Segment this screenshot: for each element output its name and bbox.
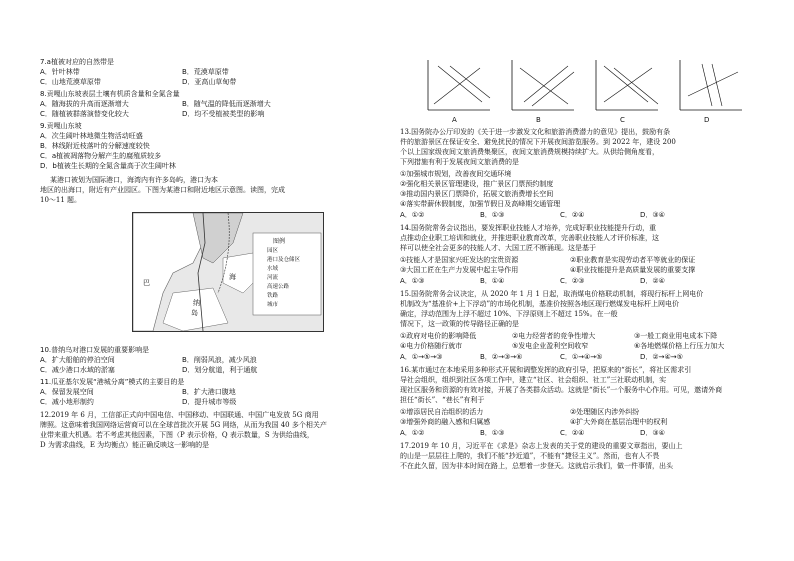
- map-label: 巴: [143, 279, 150, 287]
- figure-label-d: D: [704, 116, 710, 124]
- q8-option-c: C．随植被群落演替变化较大: [40, 110, 129, 118]
- q13-option-3: ③推动国内景区门票降价，拓展文旅消费增长空间: [400, 190, 554, 198]
- q13-answer-a: A．①②: [400, 211, 425, 219]
- q8-option-b: B．随气温的降低而逐渐增大: [182, 100, 271, 108]
- q7-option-d: D．亚高山草甸带: [182, 78, 237, 86]
- q7-option-c: C．山地荒漠草原带: [40, 78, 101, 86]
- q8-stem: 8.贡嘎山东坡表层土壤有机质含量和全氮含量: [40, 90, 180, 98]
- q13-answer-d: D．③④: [640, 211, 665, 219]
- q16-answer-c: C．②④: [560, 429, 585, 437]
- q9-option-c: C．a植被凋落物分解产生的腐殖质较多: [40, 152, 162, 160]
- intro-line-2: 地区的出海口，附近有产业园区。下图为某港口和附近地区示意图。读图，完成: [40, 186, 285, 194]
- figure-c: [596, 60, 658, 110]
- q15-answer-c: C．①→④→⑤: [560, 353, 603, 361]
- q10-option-a: A．扩大船舶的停泊空间: [40, 356, 115, 364]
- q16-option-1: ①增添居民自治组织的活力: [400, 408, 484, 416]
- legend-item: 铁路: [267, 293, 279, 299]
- legend-item: 城市: [267, 302, 279, 308]
- q14-answer-b: B．①④: [480, 277, 505, 285]
- q11-option-a: A．保留发展空间: [40, 388, 94, 396]
- q13-line-3: 个以上国家级夜间文旅消费集聚区，夜间文旅消费规模持续扩大。从供给侧角度看，: [400, 148, 659, 156]
- q16-answer-d: D．③④: [640, 429, 665, 437]
- q12-line-1: 12.2019 年 6 月，工信部正式向中国电信、中国移动、中国联通、中国广电发放 5G 商用: [40, 411, 319, 419]
- q15-line-3: 确定，浮动范围为上浮不超过 10%、下浮原则上不超过 15%。在一般: [400, 310, 618, 318]
- q13-option-1: ①加强城市规划，改善夜间交通环境: [400, 170, 512, 178]
- q16-answer-b: B．①③: [480, 429, 505, 437]
- legend-title: 图例: [273, 238, 286, 245]
- q15-option-4: ④电力价格随行就市: [400, 342, 463, 350]
- legend-item: 水域: [267, 266, 279, 272]
- q16-line-1: 16.某市通过在本地采用多种形式开展和调整发挥的政府引导，把原来的“街长”，将社区需求引: [400, 366, 692, 374]
- q13-line-1: 13.国务院办公厅印发的《关于进一步激发文化和旅游消费潜力的意见》提出，鼓励有条: [400, 128, 671, 136]
- q13-line-2: 件的旅游景区在保证安全、避免扰民的情况下开展夜间游览服务。到 2022 年，建设 200: [400, 138, 676, 146]
- q10-option-d: D．划分航道，利于通航: [182, 366, 258, 374]
- q9-option-a: A．次生阔叶林地微生物活动旺盛: [40, 132, 143, 140]
- q14-option-3: ③大国工匠在生产力发展中起主导作用: [400, 266, 519, 274]
- q9-option-b: B．林线附近枝落叶的分解速度较快: [40, 142, 150, 150]
- q11-option-d: D．提升城市等级: [182, 398, 237, 406]
- figure-a: [428, 60, 490, 110]
- port-map-drawing: [133, 213, 323, 331]
- q12-line-2: 牌照。这意味着我国网络运营商可以在全球首批次开展 5G 网络，从而为我国 40 多个相关产: [40, 421, 327, 429]
- q16-option-2: ②处理随区内涉外纠纷: [570, 408, 640, 416]
- q16-line-3: 现社区服务和资源的有效对接，开展了各类群众活动。这就是“街长”一个服务中心作用。可见，邀请外商: [400, 386, 723, 394]
- q10-option-c: C．减少港口水域的淤塞: [40, 366, 115, 374]
- legend-item: 河流: [267, 275, 279, 281]
- q9-stem: 9.贡嘎山东坡: [40, 122, 82, 130]
- q13-answer-b: B．①③: [480, 211, 505, 219]
- q11-stem: 11.瓜亚基尔发展“港城分离”模式的主要目的是: [40, 378, 185, 386]
- intro-line-3: 10～11 题。: [40, 196, 82, 204]
- q15-answer-a: A．①→⑤→③: [400, 353, 443, 361]
- map-label: 岛: [191, 309, 198, 317]
- figure-d: [680, 60, 742, 110]
- q14-option-1: ①技能人才是国家兴旺发达的宝贵资源: [400, 256, 519, 264]
- q14-line-3: 样可以使全社会更多的技能人才、大国工匠不断涌现。这是基于: [400, 244, 596, 252]
- q7-stem: 7.a植被对应的自然带是: [40, 58, 114, 66]
- port-map: [132, 212, 324, 332]
- legend-item: 园区: [267, 248, 279, 254]
- q14-answer-a: A．①③: [400, 277, 425, 285]
- q14-line-1: 14.国务院常务会议指出，要发挥职业技能人才培养，完成好职业技能提升行动，重: [400, 224, 657, 232]
- q16-line-2: 导社会组织，组织到社区各项工作中，建立“社区、社会组织、社工”三社联动机制，实: [400, 376, 667, 384]
- q15-line-2: 机制改为“基准价+上下浮动”的市场化机制，基准价按照各地区现行燃煤发电标杆上网电价: [400, 300, 680, 308]
- figure-label-c: C: [620, 116, 625, 124]
- q17-line-2: 的山是一层层往上爬的，我们不能“抄近道”，不能有“捷径主义”。然而，也有人不畏: [400, 452, 660, 460]
- figure-label-b: B: [536, 116, 541, 124]
- q15-option-3: ③一般工商业用电成本下降: [634, 332, 718, 340]
- q15-option-2: ②电力经营者的竞争性增大: [512, 332, 596, 340]
- q11-option-c: C．减小地形制约: [40, 398, 94, 406]
- q15-answer-d: D．②→④→⑤: [640, 353, 683, 361]
- q17-line-3: 不在此久留，因为非本时间在路上，总想着一步登天。这就启示我们，做一件事情，出头: [400, 462, 673, 470]
- q13-option-2: ②强化相关景区管理建设，推广景区门票预约制度: [400, 180, 554, 188]
- q15-answer-b: B．②→③→⑥: [480, 353, 523, 361]
- q12-line-3: 业带来重大机遇。若不考虑其他因素，下图（P 表示价格，Q 表示数量，S 为供给曲线，: [40, 431, 314, 439]
- q15-option-6: ⑥各地燃煤价格上行压力加大: [634, 342, 725, 350]
- q9-option-d: D．b植被生长期的全氮含量高于次生阔叶林: [40, 162, 176, 170]
- q13-answer-c: C．②④: [560, 211, 585, 219]
- q15-line-4: 情况下，这一政策的传导路径正确的是: [400, 320, 519, 328]
- q15-line-1: 15.国务院常务会议决定，从 2020 年 1 月 1 日起，取消煤电价格联动机制，将现行标杆上网电价: [400, 290, 704, 298]
- q14-line-2: 点推动企业职工培训和就业，并推进职业教育改革，完善职业技能人才评价标准，这: [400, 234, 659, 242]
- q14-answer-c: C．②③: [560, 277, 585, 285]
- q14-option-2: ②职业教育是实现劳动者平等就业的保证: [570, 256, 696, 264]
- q13-option-4: ④落实带薪休假制度，加强节假日及高峰期交通管理: [400, 200, 561, 208]
- q16-line-4: 担任“街长”、“巷长”有利于: [400, 396, 485, 404]
- q16-option-4: ④扩大外商在基层治理中的权利: [570, 418, 668, 426]
- q7-option-b: B．荒漠草原带: [182, 68, 229, 76]
- figure-label-a: A: [452, 116, 457, 124]
- q11-option-b: B．扩大港口腹地: [182, 388, 236, 396]
- q13-line-4: 下列措施有利于发展夜间文旅消费的是: [400, 158, 519, 166]
- q8-option-d: D．均不受植被类型的影响: [182, 110, 265, 118]
- intro-line-1: 某港口被划为国际港口，海湾内有许多岛屿，港口为本: [50, 176, 218, 184]
- q10-stem: 10.普纳乌对港口发展的重要影响是: [40, 346, 150, 354]
- q10-option-b: B．削弱风浪，减少风浪: [182, 356, 257, 364]
- q15-option-5: ⑤发电企业盈利空间收窄: [512, 342, 589, 350]
- q17-line-1: 17.2019 年 10 月，习近平在《求是》杂志上发表的关于党的建设的重要文章指出，要山上: [400, 442, 683, 450]
- q14-option-4: ④职业技能提升是高质量发展的重要支撑: [570, 266, 696, 274]
- q16-option-3: ③增强外商的融入感和归属感: [400, 418, 491, 426]
- q7-option-a: A．针叶林带: [40, 68, 80, 76]
- map-label: 海: [229, 273, 236, 281]
- legend-item: 高速公路: [267, 284, 290, 290]
- map-label: 纳: [193, 299, 200, 307]
- q8-option-a: A．随海拔的升高而逐渐增大: [40, 100, 129, 108]
- q14-answer-d: D．②④: [640, 277, 665, 285]
- supply-demand-figures: [420, 56, 760, 124]
- q16-answer-a: A．①②: [400, 429, 425, 437]
- figure-b: [512, 60, 574, 110]
- q15-option-1: ①政府对电价的影响降低: [400, 332, 477, 340]
- q12-line-4: D 为需求曲线，E 为均衡点）能正确反映这一影响的是: [40, 441, 210, 449]
- legend-item: 港口及仓储区: [267, 257, 301, 263]
